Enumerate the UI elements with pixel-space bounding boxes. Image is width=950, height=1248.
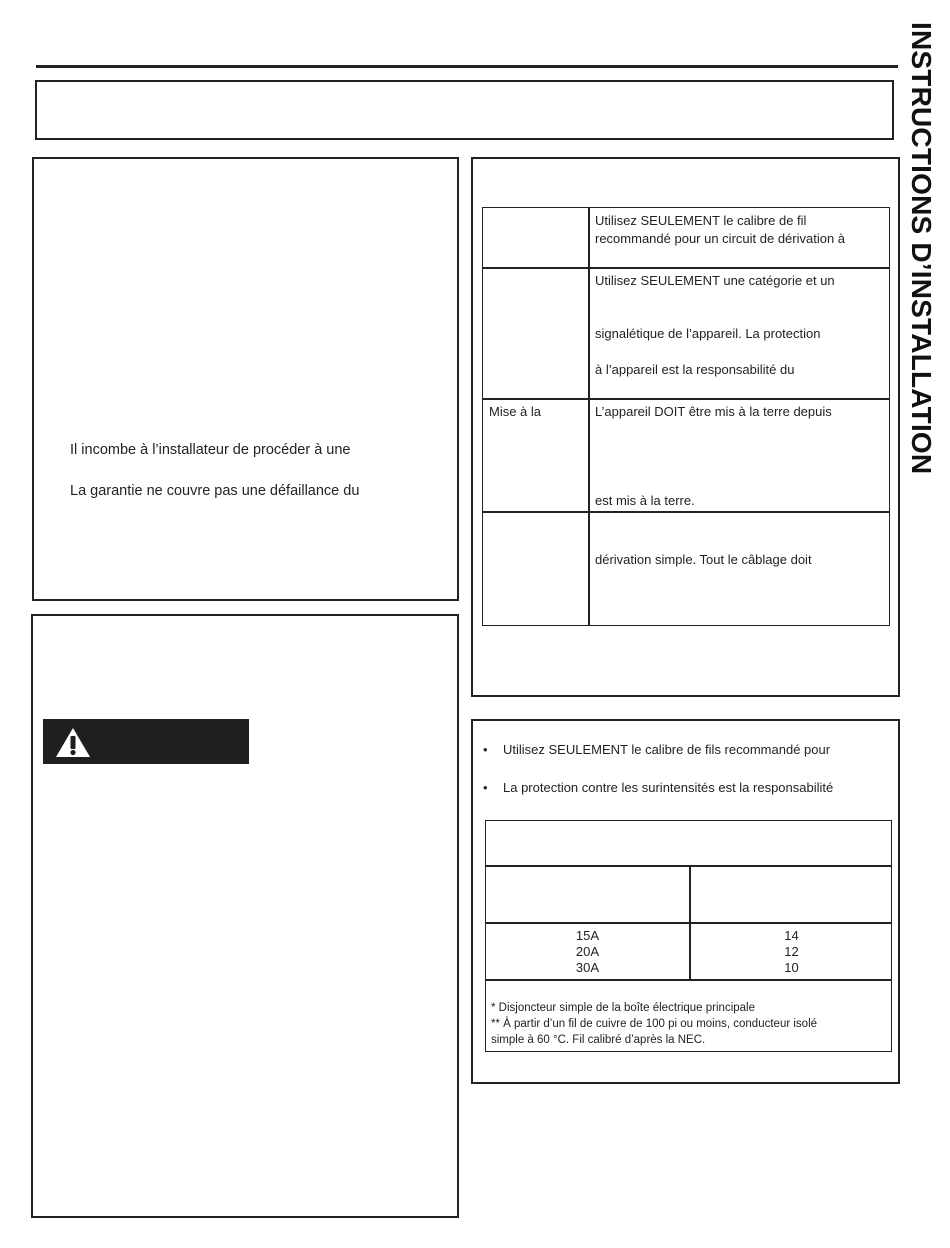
table-cell: Utilisez SEULEMENT une catégorie et un: [595, 273, 835, 288]
row-divider: [486, 979, 891, 981]
title-box: [35, 80, 894, 140]
table-divider: [588, 208, 590, 625]
warning-banner: [43, 719, 249, 764]
gauge-column: [690, 928, 893, 976]
footnote: simple à 60 °C. Fil calibré d’après la NEC.: [491, 1034, 706, 1046]
warning-triangle-icon: [55, 727, 91, 758]
table-cell: dérivation simple. Tout le câblage doit: [595, 552, 812, 567]
row-divider: [483, 511, 889, 513]
footnote: * Disjoncteur simple de la boîte électrique principale: [491, 1002, 756, 1014]
bullet-text: La protection contre les surintensités est la responsabilité: [503, 780, 834, 795]
table-cell: à l’appareil est la responsabilité du: [595, 362, 795, 377]
electrical-table: [482, 207, 890, 626]
side-title-text: INSTRUCTIONS D’INSTALLATION: [906, 22, 937, 475]
bullet-item: • La protection contre les surintensités est la responsabilité: [483, 780, 834, 795]
top-rule: [36, 65, 898, 68]
gauge-value: 10: [784, 960, 799, 975]
gauge-value: 12: [784, 944, 799, 959]
row-divider: [483, 398, 889, 400]
warranty-paragraph: La garantie ne couvre pas une défaillance du: [70, 483, 360, 499]
table-cell: est mis à la terre.: [595, 493, 695, 508]
amperage-value: 20A: [575, 944, 600, 959]
installer-paragraph: Il incombe à l’installateur de procéder à une: [70, 442, 351, 458]
bullet-item: • Utilisez SEULEMENT le calibre de fils recommandé pour: [483, 742, 831, 757]
installer-responsibility-panel: [32, 157, 459, 601]
wire-gauge-table: [485, 820, 892, 1052]
table-cell: signalétique de l’appareil. La protection: [595, 326, 821, 341]
row-divider: [483, 267, 889, 269]
amperage-column: [486, 928, 689, 976]
gauge-value: 14: [784, 928, 799, 943]
side-title: [900, 22, 942, 562]
amperage-value: 30A: [575, 960, 600, 975]
amperage-value: 15A: [575, 928, 600, 943]
table-cell: L’appareil DOIT être mis à la terre depuis: [595, 404, 832, 419]
table-row-label: Mise à la: [489, 404, 542, 419]
footnote: ** À partir d’un fil de cuivre de 100 pi ou moins, conducteur isolé: [491, 1018, 818, 1030]
table-cell: recommandé pour un circuit de dérivation à: [595, 231, 846, 246]
warning-panel: [31, 614, 459, 1218]
table-cell: Utilisez SEULEMENT le calibre de fil: [595, 213, 807, 228]
bullet-text: Utilisez SEULEMENT le calibre de fils recommandé pour: [503, 742, 831, 757]
